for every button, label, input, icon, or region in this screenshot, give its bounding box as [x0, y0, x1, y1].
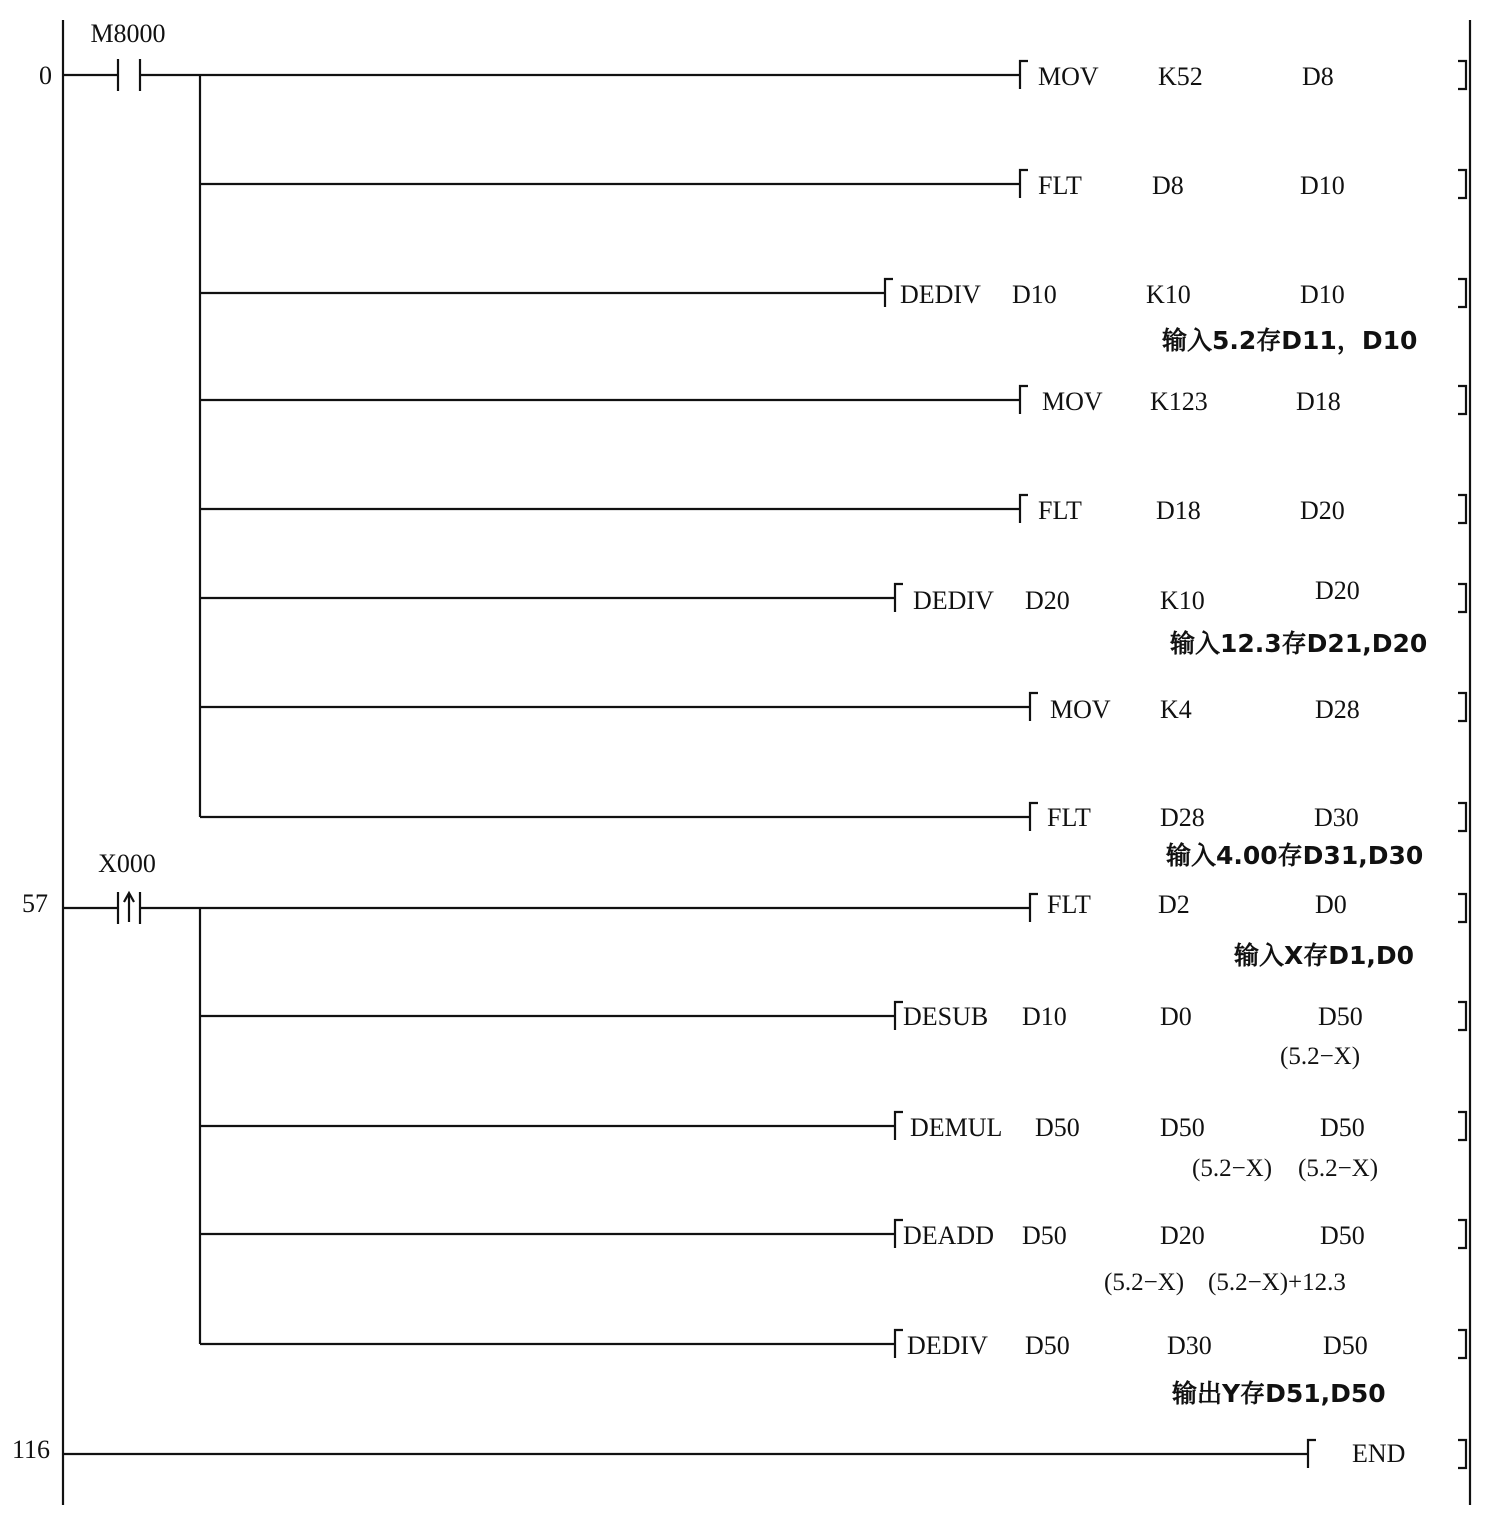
instruction-operand: D18 [1156, 496, 1201, 525]
instruction-comment: (5.2−X) [1280, 1043, 1361, 1070]
instruction-operand: D50 [1160, 1113, 1205, 1142]
instruction-opcode: FLT [1047, 890, 1091, 919]
instruction-opcode: FLT [1038, 171, 1082, 200]
instruction-opcode: DEDIV [907, 1331, 988, 1360]
instruction-box[interactable] [200, 1112, 1466, 1182]
instruction-operand: D50 [1320, 1113, 1365, 1142]
instruction-operand: D20 [1315, 576, 1360, 605]
instruction-operand: D50 [1320, 1221, 1365, 1250]
rising-edge-contact-icon[interactable] [63, 892, 200, 924]
contact-label: X000 [98, 849, 156, 878]
instruction-operand: D30 [1314, 803, 1359, 832]
instruction-comment: 输入5.2存D11，D10 [1162, 326, 1418, 355]
instruction-box[interactable] [200, 1330, 1466, 1408]
instruction-operand: D8 [1152, 171, 1184, 200]
instruction-comment: (5.2−X) [1104, 1269, 1185, 1296]
instruction-box[interactable] [200, 386, 1466, 416]
instruction-operand: K52 [1158, 62, 1203, 91]
instruction-operand: D0 [1315, 890, 1347, 919]
instruction-operand: D10 [1300, 280, 1345, 309]
instruction-comment: 输出Y存D51,D50 [1172, 1379, 1386, 1408]
instruction-box[interactable] [200, 890, 1466, 970]
instruction-opcode: DESUB [903, 1002, 989, 1031]
instruction-box[interactable] [63, 1439, 1466, 1468]
instruction-operand: D2 [1158, 890, 1190, 919]
instruction-operand: D18 [1296, 387, 1341, 416]
instruction-operand: D20 [1025, 586, 1070, 615]
instruction-operand: D10 [1012, 280, 1057, 309]
step-number: 0 [39, 61, 52, 90]
instruction-operand: K4 [1160, 695, 1192, 724]
instruction-operand: D28 [1315, 695, 1360, 724]
rung-116 [12, 1435, 1466, 1468]
instruction-comment: 输入4.00存D31,D30 [1166, 841, 1424, 870]
instruction-box[interactable] [200, 279, 1466, 355]
instruction-comment: (5.2−X)+12.3 [1208, 1269, 1346, 1296]
rung-57 [22, 849, 1466, 1408]
instruction-operand: D20 [1300, 496, 1345, 525]
instruction-operand: D50 [1323, 1331, 1368, 1360]
instruction-operand: D10 [1300, 171, 1345, 200]
instruction-operand: D50 [1318, 1002, 1363, 1031]
instruction-operand: K123 [1150, 387, 1208, 416]
instruction-box[interactable] [200, 61, 1466, 91]
instruction-operand: D20 [1160, 1221, 1205, 1250]
instruction-opcode: MOV [1050, 695, 1111, 724]
normally-open-contact-icon[interactable] [63, 59, 200, 91]
instruction-opcode: END [1352, 1439, 1406, 1468]
instruction-opcode: FLT [1038, 496, 1082, 525]
instruction-box[interactable] [200, 495, 1466, 525]
instruction-box[interactable] [200, 1002, 1466, 1070]
instruction-operand: D50 [1025, 1331, 1070, 1360]
instruction-opcode: FLT [1047, 803, 1091, 832]
instruction-operand: D50 [1035, 1113, 1080, 1142]
instruction-operand: D10 [1022, 1002, 1067, 1031]
step-number: 116 [11, 1435, 50, 1464]
instruction-operand: D50 [1022, 1221, 1067, 1250]
instruction-operand: D8 [1302, 62, 1334, 91]
instruction-box[interactable] [200, 803, 1466, 870]
instruction-opcode: DEDIV [900, 280, 981, 309]
instruction-comment: (5.2−X) [1192, 1155, 1273, 1182]
instruction-opcode: DEADD [903, 1221, 994, 1250]
instruction-opcode: MOV [1042, 387, 1103, 416]
instruction-operand: K10 [1146, 280, 1191, 309]
instruction-opcode: MOV [1038, 62, 1099, 91]
instruction-operand: D28 [1160, 803, 1205, 832]
instruction-box[interactable] [200, 170, 1466, 200]
instruction-comment: 输入X存D1,D0 [1234, 941, 1415, 970]
instruction-operand: D0 [1160, 1002, 1192, 1031]
instruction-opcode: DEDIV [913, 586, 994, 615]
rung-0 [39, 19, 1466, 870]
instruction-comment: 输入12.3存D21,D20 [1170, 629, 1428, 658]
instruction-box[interactable] [200, 1220, 1466, 1296]
contact-label: M8000 [90, 19, 166, 48]
instruction-box[interactable] [200, 576, 1466, 658]
instruction-operand: K10 [1160, 586, 1205, 615]
step-number: 57 [22, 889, 48, 918]
instruction-comment: (5.2−X) [1298, 1155, 1379, 1182]
instruction-operand: D30 [1167, 1331, 1212, 1360]
instruction-opcode: DEMUL [910, 1113, 1003, 1142]
instruction-box[interactable] [200, 693, 1466, 724]
